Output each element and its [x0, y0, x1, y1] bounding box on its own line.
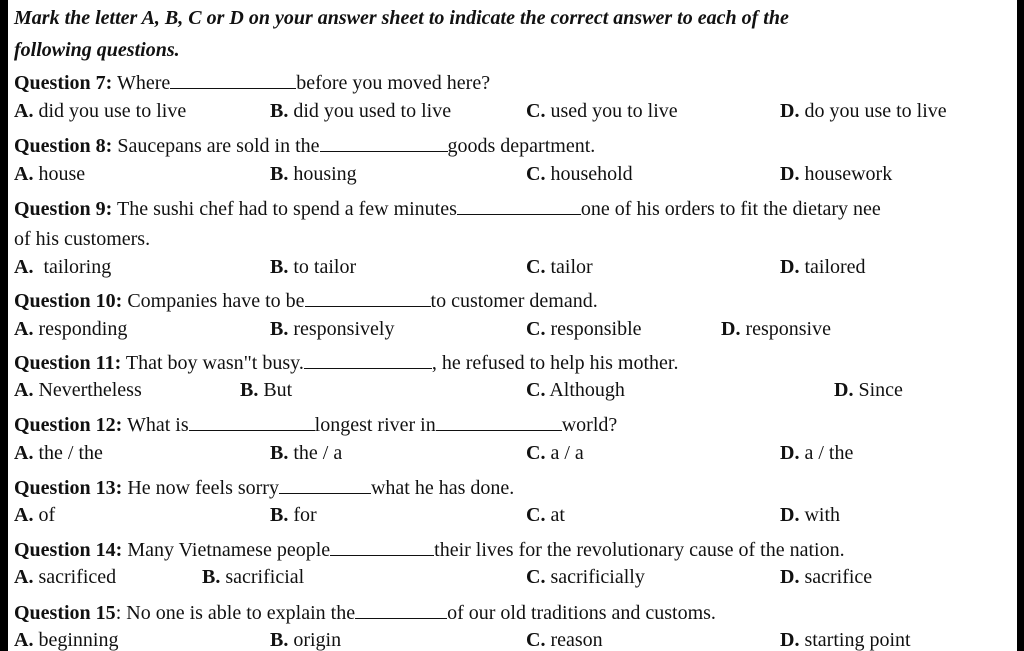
option-text: sacrifice: [799, 566, 873, 588]
option-letter: A.: [14, 566, 34, 588]
question-8-text-1: Saucepans are sold in the: [112, 135, 320, 157]
option-letter: C.: [526, 504, 546, 526]
question-7-option-c[interactable]: [526, 99, 678, 123]
option-letter: D.: [721, 318, 741, 340]
option-text: tailor: [545, 256, 593, 278]
question-14-option-d[interactable]: [780, 565, 872, 589]
option-text: Since: [853, 379, 903, 401]
instructions-line-1: Mark the letter A, B, C or D on your answer sheet to indicate the correct answer to each of the: [14, 7, 789, 29]
question-7-text-2: before you moved here?: [296, 72, 491, 94]
option-letter: B.: [270, 256, 289, 278]
question-14-option-c[interactable]: [526, 565, 645, 589]
option-text: house: [33, 163, 86, 185]
option-letter: B.: [270, 442, 289, 464]
option-text: sacrificially: [545, 566, 645, 588]
question-12-text-3: world?: [561, 414, 618, 436]
option-text: responding: [33, 318, 128, 340]
question-11-text-1: That boy wasn"t busy.: [121, 352, 304, 374]
question-10-option-c[interactable]: [526, 317, 642, 341]
question-9-stem: [14, 196, 881, 221]
option-text: sacrificial: [220, 566, 305, 588]
question-7-option-d[interactable]: [780, 99, 947, 123]
question-8-option-d[interactable]: [780, 162, 892, 186]
option-text: reason: [545, 629, 603, 651]
option-text: the / a: [288, 442, 343, 464]
option-text: tailoring: [33, 256, 112, 278]
question-13-label: Question 13:: [14, 477, 123, 499]
option-text: with: [799, 504, 841, 526]
question-13-text-1: He now feels sorry: [122, 477, 279, 499]
question-11-blank: [304, 350, 432, 369]
instructions-line-2: following questions.: [14, 39, 180, 61]
option-letter: D.: [780, 442, 800, 464]
question-8-label: Question 8:: [14, 135, 113, 157]
question-10-blank: [305, 288, 431, 307]
option-text: at: [545, 504, 565, 526]
option-letter: B.: [270, 318, 289, 340]
option-text: beginning: [33, 629, 119, 651]
option-letter: D.: [780, 629, 800, 651]
question-14-option-a[interactable]: [14, 565, 116, 589]
option-letter: B.: [202, 566, 221, 588]
option-text: housework: [799, 163, 893, 185]
question-15-option-a[interactable]: [14, 628, 118, 651]
question-9-text-1: The sushi chef had to spend a few minutes: [112, 198, 457, 220]
question-12-label: Question 12:: [14, 414, 123, 436]
option-letter: C.: [526, 442, 546, 464]
option-letter: B.: [270, 163, 289, 185]
option-text: for: [288, 504, 317, 526]
option-letter: A.: [14, 100, 34, 122]
question-8-option-c[interactable]: [526, 162, 633, 186]
question-10-text-2: to customer demand.: [430, 290, 598, 312]
option-letter: D.: [834, 379, 854, 401]
question-15-stem: [14, 600, 716, 625]
question-11-option-b[interactable]: [240, 378, 292, 402]
option-text: origin: [288, 629, 342, 651]
option-letter: B.: [270, 629, 289, 651]
question-14-option-b[interactable]: [202, 565, 304, 589]
option-letter: B.: [270, 100, 289, 122]
option-letter: C.: [526, 100, 546, 122]
question-11-option-d[interactable]: [834, 378, 903, 402]
option-text: responsible: [545, 318, 642, 340]
question-11-option-a[interactable]: [14, 378, 142, 402]
question-10-option-b[interactable]: [270, 317, 394, 341]
option-letter: C.: [526, 379, 546, 401]
question-7-text-1: Where: [112, 72, 171, 94]
option-text: do you use to live: [799, 100, 947, 122]
question-9-label: Question 9:: [14, 198, 113, 220]
option-text: starting point: [799, 629, 911, 651]
question-14-text-2: their lives for the revolutionary cause of the nation.: [434, 539, 845, 561]
question-10-option-d[interactable]: [721, 317, 831, 341]
question-12-option-b[interactable]: [270, 441, 342, 465]
question-9-option-c[interactable]: [526, 255, 593, 279]
question-10-stem: [14, 288, 598, 313]
option-text: used you to live: [545, 100, 678, 122]
question-11-stem: [14, 350, 678, 375]
question-15-option-c[interactable]: [526, 628, 603, 651]
option-letter: C.: [526, 163, 546, 185]
option-text: But: [258, 379, 293, 401]
question-12-option-d[interactable]: [780, 441, 853, 465]
question-13-text-2: what he has done.: [370, 477, 515, 499]
option-text: sacrificed: [33, 566, 117, 588]
question-12-text-1: What is: [122, 414, 189, 436]
question-8-blank: [320, 133, 448, 152]
question-15-option-d[interactable]: [780, 628, 911, 651]
option-text: tailored: [799, 256, 866, 278]
question-14-blank: [330, 537, 434, 556]
option-text: a / a: [545, 442, 584, 464]
question-14-stem: [14, 537, 845, 562]
question-13-option-c[interactable]: [526, 503, 565, 527]
question-13-stem: [14, 475, 514, 500]
option-text: responsive: [740, 318, 831, 340]
option-letter: D.: [780, 256, 800, 278]
question-8-text-2: goods department.: [447, 135, 596, 157]
option-letter: C.: [526, 318, 546, 340]
option-letter: A.: [14, 379, 34, 401]
question-13-blank: [279, 475, 371, 494]
option-letter: D.: [780, 163, 800, 185]
question-12-option-a[interactable]: [14, 441, 103, 465]
option-letter: C.: [526, 629, 546, 651]
option-letter: B.: [270, 504, 289, 526]
question-7-option-a[interactable]: [14, 99, 186, 123]
option-letter: B.: [240, 379, 259, 401]
option-letter: C.: [526, 256, 546, 278]
question-7-blank: [170, 70, 296, 89]
question-7-label: Question 7:: [14, 72, 113, 94]
question-7-stem: [14, 70, 490, 95]
question-15-blank: [355, 600, 447, 619]
option-text: household: [545, 163, 633, 185]
question-12-text-2: longest river in: [314, 414, 436, 436]
question-12-blank-2: [436, 412, 562, 431]
question-7-option-b[interactable]: [270, 99, 451, 123]
option-letter: A.: [14, 256, 34, 278]
question-9-option-a[interactable]: [14, 255, 111, 279]
question-11-text-2: , he refused to help his mother.: [431, 352, 679, 374]
question-14-text-1: Many Vietnamese people: [122, 539, 331, 561]
option-text: a / the: [799, 442, 854, 464]
option-letter: A.: [14, 318, 34, 340]
option-letter: D.: [780, 504, 800, 526]
question-11-label: Question 11:: [14, 352, 122, 374]
question-15-text-1: : No one is able to explain the: [115, 602, 356, 624]
option-letter: A.: [14, 442, 34, 464]
question-10-option-a[interactable]: [14, 317, 127, 341]
question-8-option-a[interactable]: [14, 162, 85, 186]
question-12-option-c[interactable]: [526, 441, 584, 465]
option-text: housing: [288, 163, 357, 185]
question-10-label: Question 10:: [14, 290, 123, 312]
option-letter: A.: [14, 163, 34, 185]
question-9-option-b[interactable]: [270, 255, 356, 279]
question-13-option-b[interactable]: [270, 503, 317, 527]
option-text: did you use to live: [33, 100, 187, 122]
question-9-blank: [457, 196, 581, 215]
question-8-stem: [14, 133, 595, 158]
option-text: did you used to live: [288, 100, 452, 122]
question-9-option-d[interactable]: [780, 255, 866, 279]
option-letter: D.: [780, 100, 800, 122]
option-letter: D.: [780, 566, 800, 588]
question-10-text-1: Companies have to be: [122, 290, 305, 312]
question-12-stem: [14, 412, 617, 437]
option-text: to tailor: [288, 256, 357, 278]
question-14-label: Question 14:: [14, 539, 123, 561]
option-letter: C.: [526, 566, 546, 588]
worksheet-page: [8, 0, 1017, 651]
option-letter: A.: [14, 629, 34, 651]
option-text: of: [33, 504, 56, 526]
option-text: Nevertheless: [33, 379, 142, 401]
option-letter: A.: [14, 504, 34, 526]
question-15-label: Question 15: [14, 602, 116, 624]
question-11-option-c[interactable]: [526, 378, 625, 402]
question-9-text-2: one of his orders to fit the dietary nee: [580, 198, 881, 220]
question-13-option-d[interactable]: [780, 503, 840, 527]
question-15-option-b[interactable]: [270, 628, 341, 651]
question-13-option-a[interactable]: [14, 503, 55, 527]
question-15-text-2: of our old traditions and customs.: [447, 602, 716, 624]
option-text: Although: [545, 379, 625, 401]
question-12-blank-1: [189, 412, 315, 431]
question-9-continuation: of his customers.: [14, 228, 151, 250]
option-text: responsively: [288, 318, 395, 340]
option-text: the / the: [33, 442, 103, 464]
question-8-option-b[interactable]: [270, 162, 357, 186]
